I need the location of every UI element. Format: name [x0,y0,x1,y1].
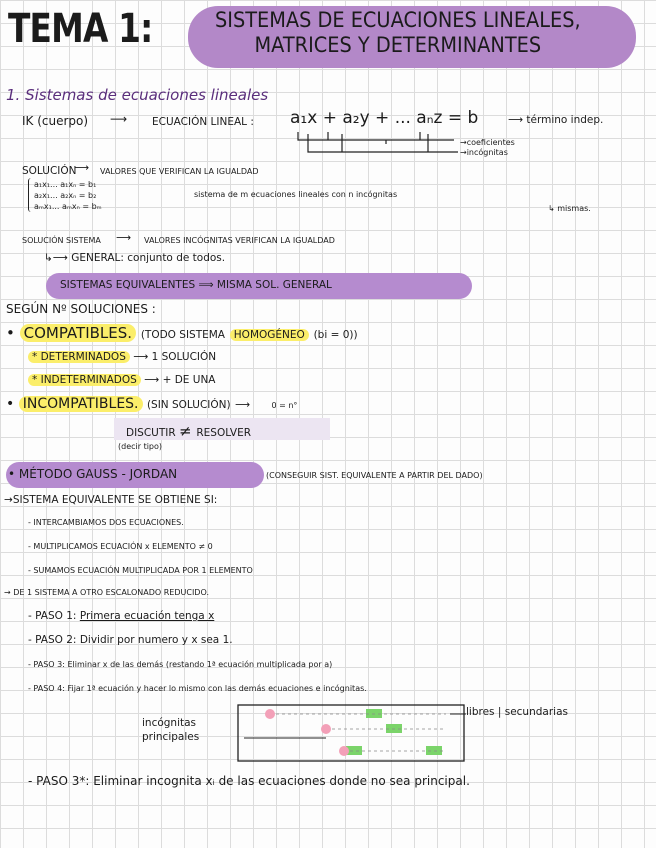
paso-3-label: - PASO 3: [28,660,65,669]
coef-label [460,138,515,147]
paso-2 [28,634,233,646]
paso-2-label: - PASO 2: [28,634,77,646]
subtitle-line-2: MATRICES Y DETERMINANTES [254,33,542,57]
rule-3: - SUMAMOS ECUACIÓN MULTIPLICADA POR 1 ELEMENTO [28,566,253,575]
subtitle-line-1: SISTEMAS DE ECUACIONES LINEALES, [214,8,581,32]
system-row: aₘx₁... aₘxₙ = bₘ [34,202,102,211]
arrow-icon: → [4,494,13,506]
determinados-label: * DETERMINADOS [28,351,130,363]
determinados-value: 1 SOLUCIÓN [151,351,217,363]
coef-text: coeficientes [466,138,515,147]
decir-tipo: (decir tipo) [118,442,163,451]
indeterminados-row [28,374,215,386]
paso-3b [28,774,470,788]
homogeneo-label: HOMOGÉNEO [230,329,309,341]
compatibles-label: COMPATIBLES. [20,324,136,342]
solution-system-text: VALORES INCÓGNITAS VERIFICAN LA IGUALDAD [144,236,335,245]
equiv-right: MISMA SOL. GENERAL [216,279,332,291]
arrow-icon: ↳ [548,204,558,213]
paso-2-text: Dividir por numero y x sea 1. [79,634,233,646]
indep-label: término indep. [526,114,604,126]
paso-4-text: Fijar 1ª ecuación y hacer lo mismo con las demás ecuaciones e incógnitas. [67,684,367,693]
compat-note-end: (bi = 0)) [313,329,358,341]
arrow-icon: ⟶ [133,351,152,363]
paso-1-text: Primera ecuación tenga x [79,610,215,622]
paso-3-text: Eliminar x de las demás (restando 1ª ecuación multiplicada por a) [67,660,333,669]
system-mismas [548,204,591,213]
incompat-value: 0 = n° [271,401,298,410]
arrow-icon: ⟶ [116,232,132,244]
compatibles-row: • COMPATIBLES. (TODO SISTEMA HOMOGÉNEO (bi = 0)) [6,324,358,342]
equiv-obtain-row [4,494,217,506]
solution-system-label: SOLUCIÓN SISTEMA [22,236,101,245]
determinados-text: DETERMINADOS [40,351,126,363]
reduce-row [4,588,209,597]
indep-term [508,114,603,126]
system-row: a₂x₁... a₂xₙ = b₂ [34,191,97,200]
field-label: IK (cuerpo) [22,114,89,128]
general-row [44,252,225,264]
indeterminados-value: + DE UNA [162,374,216,386]
paso-4-label: - PASO 4: [28,684,65,693]
rule-2: - MULTIPLICAMOS ECUACIÓN x ELEMENTO ≠ 0 [28,542,213,551]
equivalent-systems [60,279,332,291]
incompatibles-row: • INCOMPATIBLES. (SIN SOLUCIÓN) ⟶ 0 = n° [6,396,298,412]
libres-label: libres | secundarias [466,706,568,718]
paso-4 [28,684,367,693]
eq-label: ECUACIÓN LINEAL : [152,116,254,128]
mismas-text: mismas. [557,204,591,213]
general-text: GENERAL: conjunto de todos. [71,252,226,264]
solution-label: SOLUCIÓN [22,165,77,177]
paso-1 [28,610,214,622]
system-block [34,179,102,212]
paso-1-label: - PASO 1: [28,610,77,622]
incompatibles-label: INCOMPATIBLES. [19,396,143,412]
paso-3 [28,660,332,669]
incompat-note: (SIN SOLUCIÓN) [146,399,231,411]
double-arrow-icon: ⟹ [195,279,217,291]
not-equal-icon: ≠ [179,422,197,440]
segun-heading: SEGÚN Nº SOLUCIONES : [6,302,156,316]
page-subtitle [200,8,596,58]
principales-label: incógnitas principales [142,717,200,743]
paso-3b-label: - PASO 3*: [28,774,90,788]
discutir-label: DISCUTIR [126,427,176,439]
arrow-icon: ⟶ [235,399,254,411]
equiv-obtain-text: SISTEMA EQUIVALENTE SE OBTIENE SI: [12,494,218,506]
incog-label [460,148,508,157]
linear-equation: a₁x + a₂y + ... aₙz = b [290,108,479,128]
gauss-note: (CONSEGUIR SIST. EQUIVALENTE A PARTIR DEL DADO) [266,471,483,480]
reduce-text: DE 1 SISTEMA A OTRO ESCALONADO REDUCIDO. [13,588,209,597]
gauss-diagram [236,702,466,764]
incog-text: incógnitas [466,148,508,157]
gauss-title: MÉTODO GAUSS - JORDAN [18,467,178,481]
arrow-icon: → [460,148,467,157]
paso-3b-text: Eliminar incognita xᵢ de las ecuaciones donde no sea principal. [93,774,470,788]
arrow-icon: ⟶ [144,374,163,386]
gauss-heading: • MÉTODO GAUSS - JORDAN [8,467,178,481]
arrow-icon: ⟶ [74,162,90,174]
system-row: a₁x₁... a₁xₙ = b₁ [34,180,97,189]
page-title: TEMA 1: [8,6,153,52]
solution-text: VALORES QUE VERIFICAN LA IGUALDAD [100,167,259,176]
arrow-icon: ⟶ [110,112,128,126]
compat-note: (TODO SISTEMA [140,329,225,341]
rule-1: - INTERCAMBIAMOS DOS ECUACIONES. [28,518,184,527]
equation-brackets [294,130,464,158]
arrow-icon: ⟶ [508,114,527,126]
arrow-icon: ↳⟶ [44,252,72,264]
section-1-heading: 1. Sistemas de ecuaciones lineales [6,86,269,104]
arrow-icon: → [4,588,14,597]
resolver-label: RESOLVER [196,427,252,439]
system-brace [28,178,31,212]
discutir-row [126,422,251,440]
indeterminados-label: * INDETERMINADOS [28,374,141,386]
equiv-left: SISTEMAS EQUIVALENTES [60,279,196,291]
indeterminados-text: INDETERMINADOS [40,374,137,386]
determinados-row [28,351,216,363]
arrow-icon: → [460,138,467,147]
system-description: sistema de m ecuaciones lineales con n incógnitas [194,190,398,199]
